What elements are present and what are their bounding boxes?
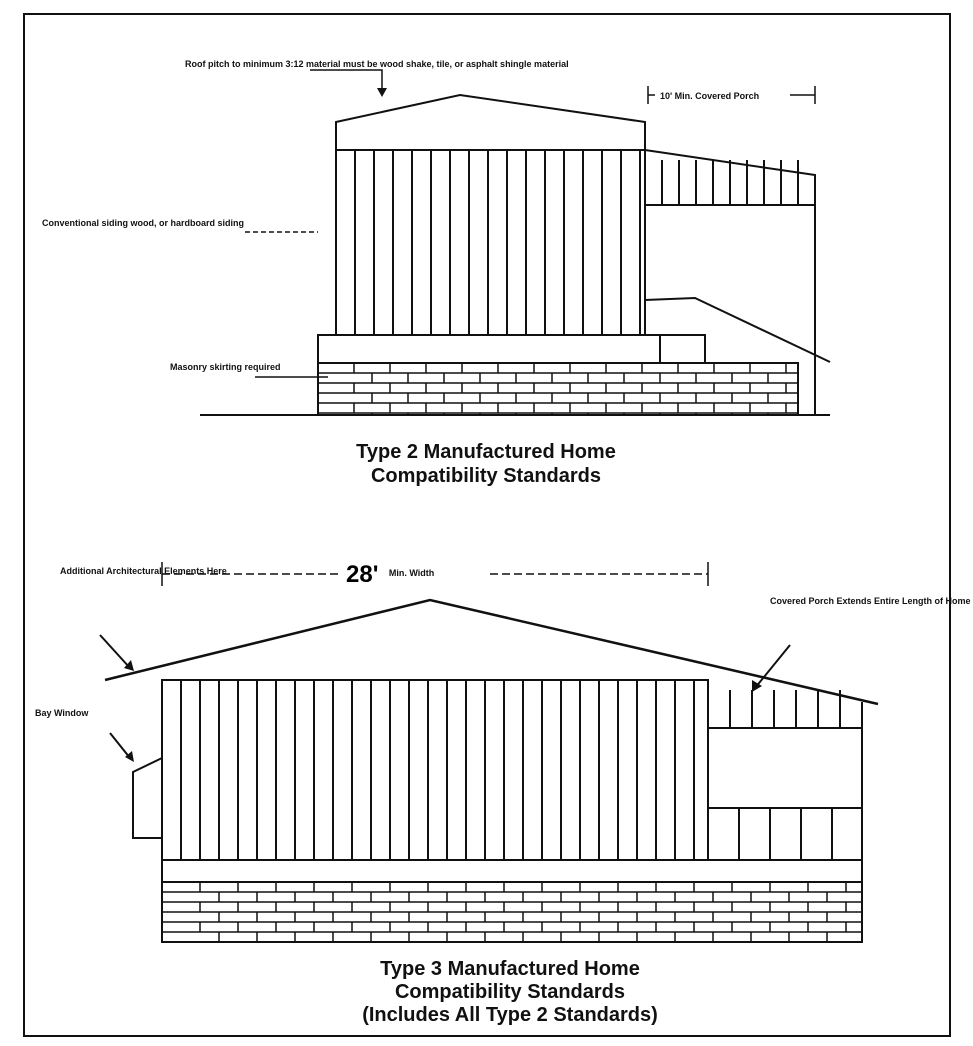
type2-porch-siding-lines	[662, 160, 798, 205]
type2-skirting-cap	[318, 335, 660, 363]
roof-note-arrowhead	[377, 88, 387, 97]
type3-porch-opening	[708, 728, 862, 808]
type3-roof	[105, 600, 878, 704]
siding-note: Conventional siding wood, or hardboard siding	[42, 218, 244, 228]
type3-porch-siding-lines	[730, 690, 840, 860]
bay-note: Bay Window	[35, 708, 89, 718]
porch-dimension-label: 10' Min. Covered Porch	[660, 91, 760, 101]
width-dimension-suffix: Min. Width	[388, 568, 435, 578]
type2-wall	[336, 150, 645, 335]
type3-caption-line2: Compatibility Standards	[394, 981, 626, 1003]
type3-caption-line1: Type 3 Manufactured Home	[380, 958, 640, 980]
type2-stair-rail	[645, 298, 830, 362]
roof-note-arrow	[310, 70, 382, 92]
type3-bay-window	[133, 758, 162, 838]
type2-house	[200, 95, 830, 415]
type2-roof-note	[185, 59, 569, 69]
skirting-note: Masonry skirting required	[170, 362, 281, 372]
type2-caption-line2: Compatibility Standards	[370, 465, 602, 487]
arch-note: Additional Architectural Elements Here	[60, 566, 227, 576]
type2-roof	[336, 95, 645, 150]
type2-steps	[660, 335, 750, 363]
porch-note: Covered Porch Extends Entire Length of Home	[770, 596, 971, 606]
type3-brick-pattern	[162, 882, 862, 942]
type3-wall	[162, 680, 708, 860]
type2-brick-pattern	[318, 363, 798, 415]
type3-siding-lines	[181, 680, 694, 860]
type2-caption-line1: Type 2 Manufactured Home	[356, 441, 616, 463]
type3-house	[105, 600, 878, 942]
type2-roof-note-text: Roof pitch to minimum 3:12 material must be wood shake, tile, or asphalt shingle material	[185, 59, 569, 69]
bay-note-arrow	[110, 733, 130, 758]
width-dimension-label	[346, 561, 434, 588]
type3-caption-line3: (Includes All Type 2 Standards)	[362, 1004, 658, 1026]
type3-skirting-cap	[162, 860, 862, 882]
type2-siding-lines	[355, 150, 640, 335]
width-dimension-number: 28'	[346, 561, 379, 588]
arch-note-arrow	[100, 635, 130, 668]
